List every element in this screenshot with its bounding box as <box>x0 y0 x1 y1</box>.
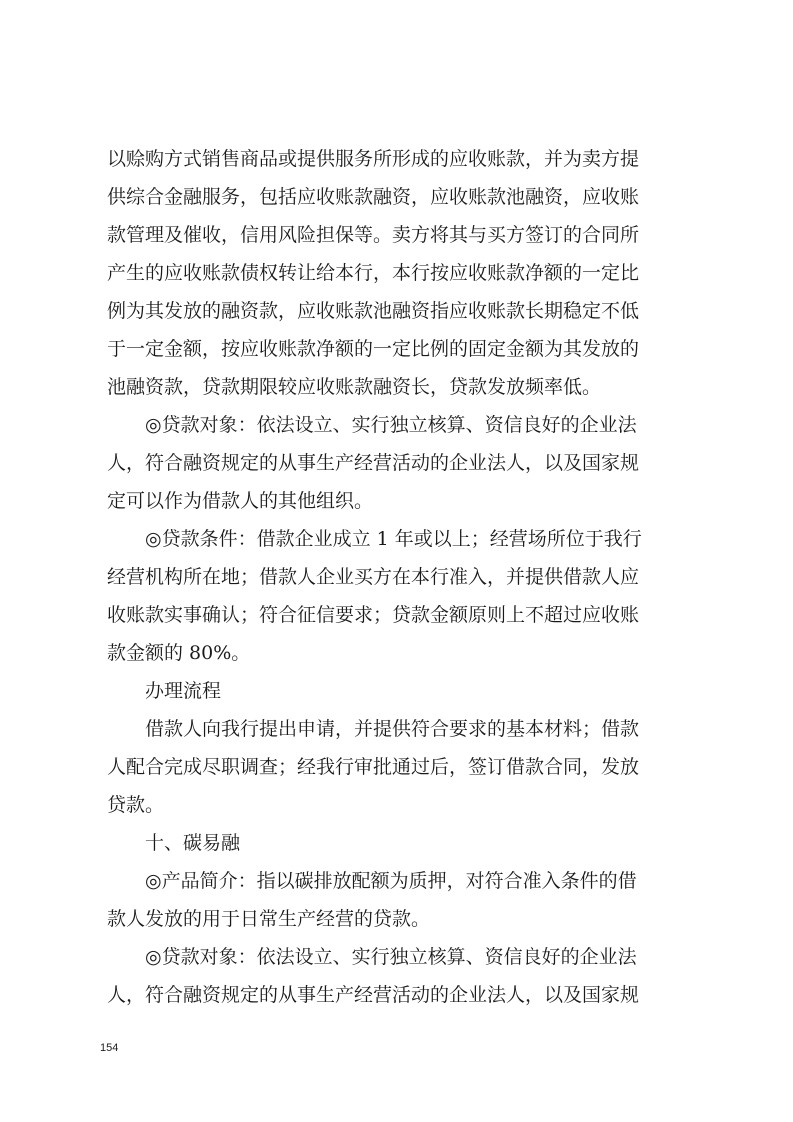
paragraph-loan-target-2 <box>107 938 687 1014</box>
text-line: 定可以作为借款人的其他组织。 <box>107 490 374 512</box>
text-line: 借款人向我行提出申请，并提供符合要求的基本材料；借款 <box>145 718 640 740</box>
text-line: 供综合金融服务，包括应收账款融资，应收账款池融资，应收账 <box>107 186 640 208</box>
text-line: 人，符合融资规定的从事生产经营活动的企业法人，以及国家规 <box>107 452 640 474</box>
text-line: 池融资款，贷款期限较应收账款融资长，贷款发放频率低。 <box>107 376 602 398</box>
paragraph-loan-target <box>107 406 687 520</box>
paragraph-product-intro <box>107 862 687 938</box>
paragraph-receivables-description <box>107 140 687 406</box>
text-line: 例为其发放的融资款，应收账款池融资指应收账款长期稳定不低 <box>107 300 640 322</box>
text-line: 人，符合融资规定的从事生产经营活动的企业法人，以及国家规 <box>107 984 640 1006</box>
text-line: 贷款。 <box>107 794 165 816</box>
paragraph-process <box>107 710 687 824</box>
text-line: ◎产品简介：指以碳排放配额为质押，对符合准入条件的借 <box>145 870 637 892</box>
section-heading-process <box>107 672 687 710</box>
text-line: ◎贷款条件：借款企业成立 1 年或以上；经营场所位于我行 <box>145 528 642 550</box>
text-line: 经营机构所在地；借款人企业买方在本行准入，并提供借款人应 <box>107 566 640 588</box>
text-line: 以赊购方式销售商品或提供服务所形成的应收账款，并为卖方提 <box>107 148 640 170</box>
section-heading-carbon-loan <box>107 824 687 862</box>
text-line: ◎贷款对象：依法设立、实行独立核算、资信良好的企业法 <box>145 946 637 968</box>
body-text <box>107 140 687 1014</box>
page-number: 154 <box>100 1042 119 1054</box>
heading-line: 十、碳易融 <box>145 832 241 854</box>
text-line: 款管理及催收，信用风险担保等。卖方将其与买方签订的合同所 <box>107 224 640 246</box>
text-line: 产生的应收账款债权转让给本行，本行按应收账款净额的一定比 <box>107 262 640 284</box>
text-line: ◎贷款对象：依法设立、实行独立核算、资信良好的企业法 <box>145 414 637 436</box>
text-line: 款人发放的用于日常生产经营的贷款。 <box>107 908 431 930</box>
text-line: 款金额的 80%。 <box>107 642 251 664</box>
text-line: 于一定金额，按应收账款净额的一定比例的固定金额为其发放的 <box>107 338 640 360</box>
paragraph-loan-conditions <box>107 520 687 672</box>
text-line: 人配合完成尽职调查；经我行审批通过后，签订借款合同，发放 <box>107 756 640 778</box>
text-line: 收账款实事确认；符合征信要求；贷款金额原则上不超过应收账 <box>107 604 640 626</box>
heading-line: 办理流程 <box>145 680 222 702</box>
